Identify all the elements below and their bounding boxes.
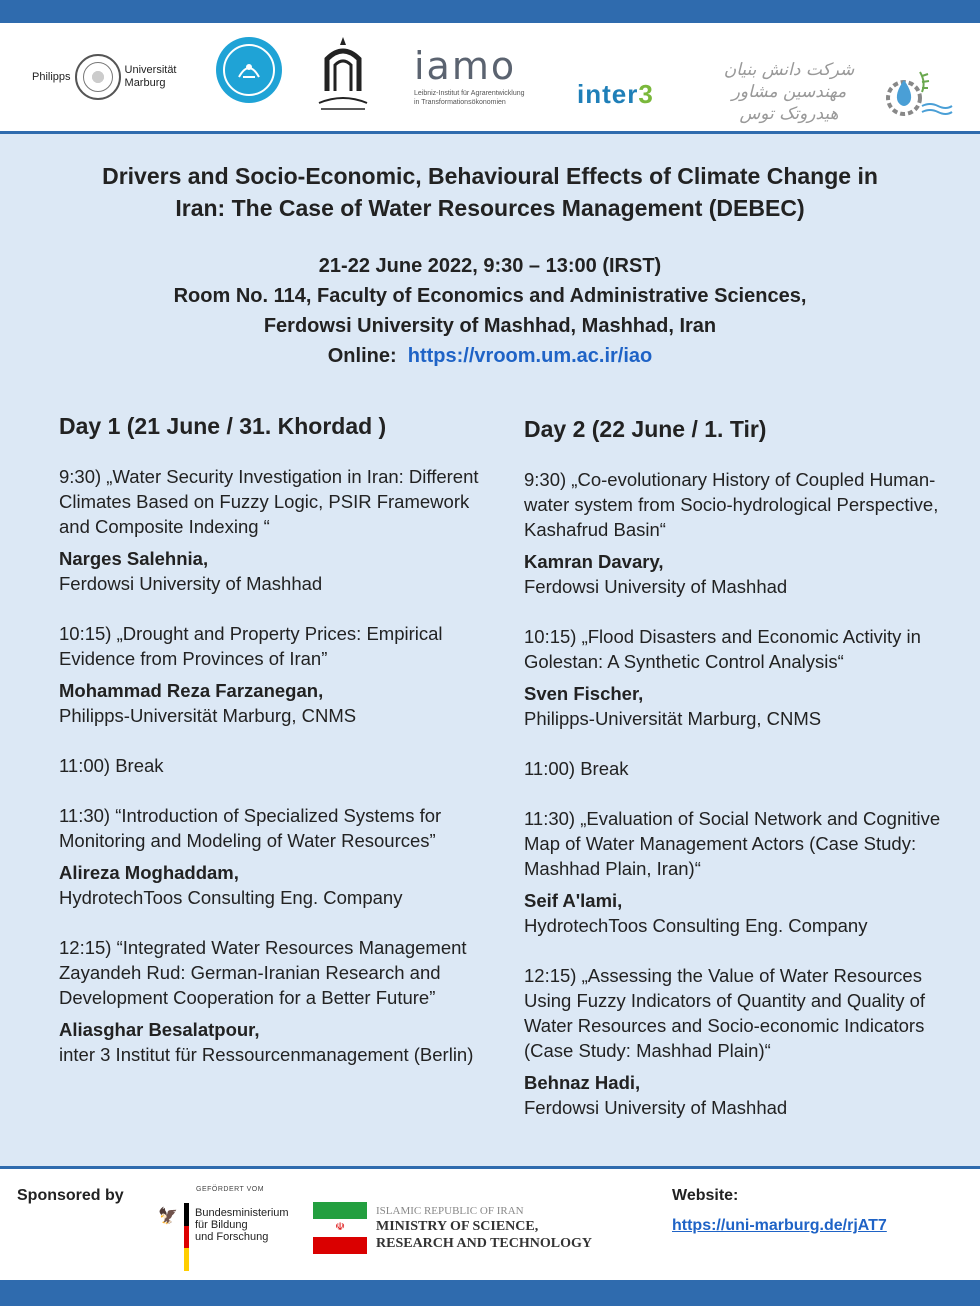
- online-row: [40, 341, 940, 371]
- day2-talk3-speaker: Seif A'lami,: [524, 890, 623, 911]
- university-of-tehran-logo: [216, 37, 282, 103]
- day1-talk4-speaker: Aliasghar Besalatpour,: [59, 1019, 260, 1040]
- iamo-logo-sub1: Leibniz-Institut für Agrarentwicklung: [414, 90, 525, 97]
- msrt-line1: ISLAMIC REPUBLIC OF IRAN: [376, 1205, 524, 1217]
- hydrotech-gear-drop-icon: [864, 62, 954, 122]
- day2-talk1-speaker: Kamran Davary,: [524, 551, 664, 572]
- marburg-logo-line2: Marburg: [124, 77, 166, 89]
- day1-column: [59, 410, 479, 1067]
- day2-talk3-affiliation: HydrotechToos Consulting Eng. Company: [524, 915, 868, 936]
- msrt-logo: [313, 1202, 592, 1254]
- federal-eagle-icon: 🦅: [158, 1208, 178, 1225]
- day1-talk3-affiliation: HydrotechToos Consulting Eng. Company: [59, 887, 403, 908]
- marburg-seal-icon: [75, 54, 121, 100]
- event-title: [40, 160, 940, 224]
- iran-flag-icon: ☫: [313, 1202, 367, 1254]
- inter3-logo: [577, 79, 654, 110]
- day2-talk1-affiliation: Ferdowsi University of Mashhad: [524, 576, 788, 597]
- website-link[interactable]: https://uni-marburg.de/rjAT7: [672, 1217, 887, 1234]
- bottom-color-bar: [0, 1280, 980, 1306]
- day2-column: [524, 410, 944, 1120]
- day1-heading: Day 1 (21 June / 31. Khordad ): [59, 413, 387, 439]
- hydrotech-script-text: شرکت دانش بنیان مهندسین مشاور هیدروتک توس: [723, 60, 855, 124]
- day1-talk4-affiliation: inter 3 Institut für Ressourcenmanagement (Berlin): [59, 1044, 474, 1065]
- day2-talk4-title: 12:15) „Assessing the Value of Water Resources Using Fuzzy Indicators of Quantity and Quality of Water Resources and Socio-economic Indicators (Case Study: Mashhad Plain)“: [524, 965, 926, 1061]
- online-label: Online:: [327, 345, 397, 367]
- inter3-logo-prefix: inter: [577, 79, 639, 109]
- top-color-bar: [0, 0, 980, 23]
- bmbf-name-line2: für Bildung: [195, 1219, 248, 1231]
- event-university: Ferdowsi University of Mashhad, Mashhad, Iran: [263, 315, 717, 337]
- day1-talk2-affiliation: Philipps-Universität Marburg, CNMS: [59, 705, 357, 726]
- marburg-logo: [32, 53, 177, 101]
- sponsor-footer: [0, 1169, 980, 1280]
- logo-strip: [0, 23, 980, 131]
- day1-talk1-affiliation: Ferdowsi University of Mashhad: [59, 573, 323, 594]
- iamo-logo-sub2: in Transformationsökonomien: [414, 99, 506, 106]
- day2-talk2-title: 10:15) „Flood Disasters and Economic Activity in Golestan: A Synthetic Control Analysis“: [524, 626, 921, 672]
- day1-break: 11:00) Break: [59, 755, 164, 776]
- day2-heading: Day 2 (22 June / 1. Tir): [524, 416, 767, 442]
- day2-talk2-speaker: Sven Fischer,: [524, 683, 644, 704]
- day1-talk3-title: 11:30) “Introduction of Specialized Systems for Monitoring and Modeling of Water Resources”: [59, 805, 442, 851]
- german-flag-icon: [184, 1203, 189, 1271]
- bmbf-logo: [158, 1186, 289, 1271]
- day1-talk1-speaker: Narges Salehnia,: [59, 548, 209, 569]
- day1-talk3-speaker: Alireza Moghaddam,: [59, 862, 239, 883]
- day2-talk4-affiliation: Ferdowsi University of Mashhad: [524, 1097, 788, 1118]
- bmbf-funded-by: GEFÖRDERT VOM: [196, 1186, 265, 1193]
- marburg-logo-left-text: Philipps: [32, 71, 71, 83]
- iamo-logo-name: iamo: [414, 44, 517, 88]
- day1-talk4-title: 12:15) “Integrated Water Resources Management Zayandeh Rud: German-Iranian Research and Development Cooperation for a Better Future”: [59, 937, 467, 1008]
- day1-talk2-title: 10:15) „Drought and Property Prices: Empirical Evidence from Provinces of Iran”: [59, 623, 443, 669]
- msrt-line2: MINISTRY OF SCIENCE,: [376, 1219, 539, 1234]
- event-date-time: 21-22 June 2022, 9:30 – 13:00 (IRST): [318, 255, 662, 277]
- day1-talk1-title: 9:30) „Water Security Investigation in Iran: Different Climates Based on Fuzzy Logic, PSIR Framework and Composite Indexing “: [59, 466, 479, 537]
- bmbf-name-line1: Bundesministerium: [195, 1207, 289, 1219]
- day2-talk4-speaker: Behnaz Hadi,: [524, 1072, 641, 1093]
- day2-talk1-title: 9:30) „Co-evolutionary History of Coupled Human-water system from Socio-hydrological Perspective, Kashafrud Basin“: [524, 469, 939, 540]
- msrt-line3: RESEARCH AND TECHNOLOGY: [376, 1236, 593, 1251]
- marburg-logo-line1: Universität: [124, 64, 177, 76]
- day2-talk3-title: 11:30) „Evaluation of Social Network and Cognitive Map of Water Management Actors (Case Study: Mashhad Plain, Iran)“: [524, 808, 941, 879]
- online-link[interactable]: https://vroom.um.ac.ir/iao: [407, 345, 653, 367]
- sponsored-by-label: Sponsored by: [17, 1187, 124, 1204]
- website-label: Website:: [672, 1187, 739, 1204]
- bmbf-name-line3: und Forschung: [195, 1231, 269, 1243]
- day2-break: 11:00) Break: [524, 758, 629, 779]
- iamo-logo: [414, 44, 554, 107]
- hydrotech-toos-logo: [714, 59, 954, 125]
- ferdowsi-university-logo: [313, 33, 373, 115]
- event-room: Room No. 114, Faculty of Economics and Administrative Sciences,: [173, 285, 807, 307]
- inter3-logo-suffix: 3: [638, 79, 654, 109]
- event-details: [40, 251, 940, 371]
- title-line1: Drivers and Socio-Economic, Behavioural Effects of Climate Change in: [102, 163, 878, 189]
- day1-talk2-speaker: Mohammad Reza Farzanegan,: [59, 680, 324, 701]
- day2-talk2-affiliation: Philipps-Universität Marburg, CNMS: [524, 708, 822, 729]
- title-line2: Iran: The Case of Water Resources Management (DEBEC): [175, 195, 805, 221]
